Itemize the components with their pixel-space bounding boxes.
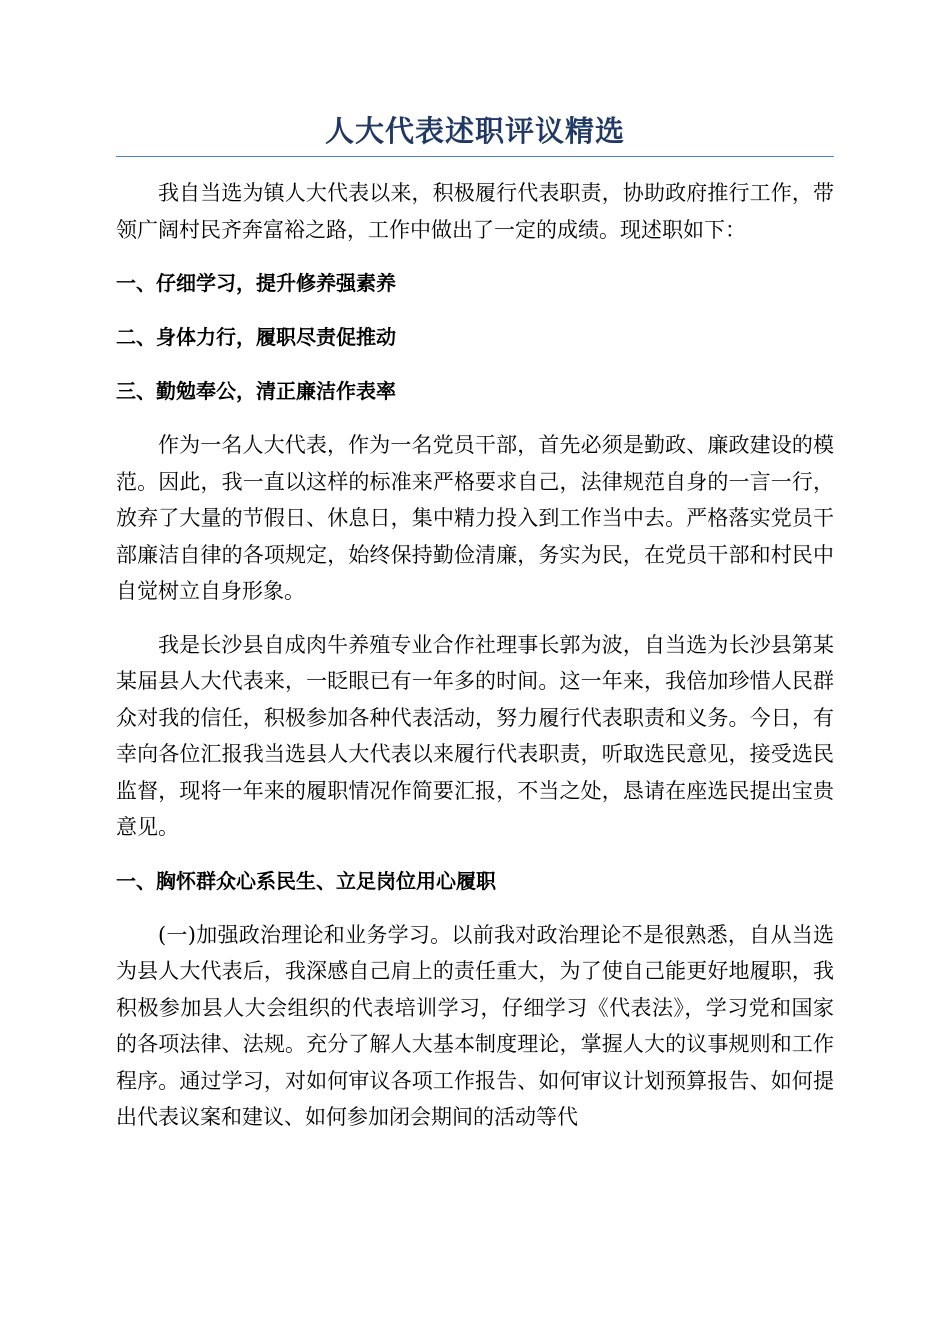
section-heading: 一、仔细学习，提升修养强素养 (116, 271, 396, 295)
document-title: 人大代表述职评议精选 (116, 110, 834, 157)
section-heading: 二、身体力行，履职尽责促推动 (116, 325, 396, 349)
body-paragraph: (一)加强政治理论和业务学习。以前我对政治理论不是很熟悉，自从当选为县人大代表后，我深感自己肩上的责任重大，为了使自己能更好地履职，我积极参加县人大会组织的代表培训学习，仔细学习《代表法》，学习党和国家的各项法律、法规。充分了解人大基本制度理论，掌握人大的议事规则和工作程序。通过学习，对如何审议各项工作报告、如何审议计划预算报告、如何提出代表议案和建议、如何参加闭会期间的活动等代 (116, 922, 834, 1129)
body-paragraph: 作为一名人大代表，作为一名党员干部，首先必须是勤政、廉政建设的模范。因此，我一直以这样的标准来严格要求自己，法律规范自身的一言一行，放弃了大量的节假日、休息日，集中精力投入到工作当中去。严格落实党员干部廉洁自律的各项规定，始终保持勤俭清廉，务实为民，在党员干部和村民中自觉树立自身形象。 (116, 433, 834, 603)
section-heading: 一、胸怀群众心系民生、立足岗位用心履职 (116, 868, 496, 893)
section-heading: 三、勤勉奉公，清正廉洁作表率 (116, 379, 396, 403)
intro-paragraph: 我自当选为镇人大代表以来，积极履行代表职责，协助政府推行工作，带领广阔村民齐奔富裕之路，工作中做出了一定的成绩。现述职如下： (116, 181, 834, 242)
body-paragraph: 我是长沙县自成肉牛养殖专业合作社理事长郭为波，自当选为长沙县第某某届县人大代表来，一眨眼已有一年多的时间。这一年来，我倍加珍惜人民群众对我的信任，积极参加各种代表活动，努力履行代表职责和义务。今日，有幸向各位汇报我当选县人大代表以来履行代表职责，听取选民意见，接受选民监督，现将一年来的履职情况作简要汇报，不当之处，恳请在座选民提出宝贵意见。 (116, 632, 834, 839)
document-content (116, 110, 834, 1153)
